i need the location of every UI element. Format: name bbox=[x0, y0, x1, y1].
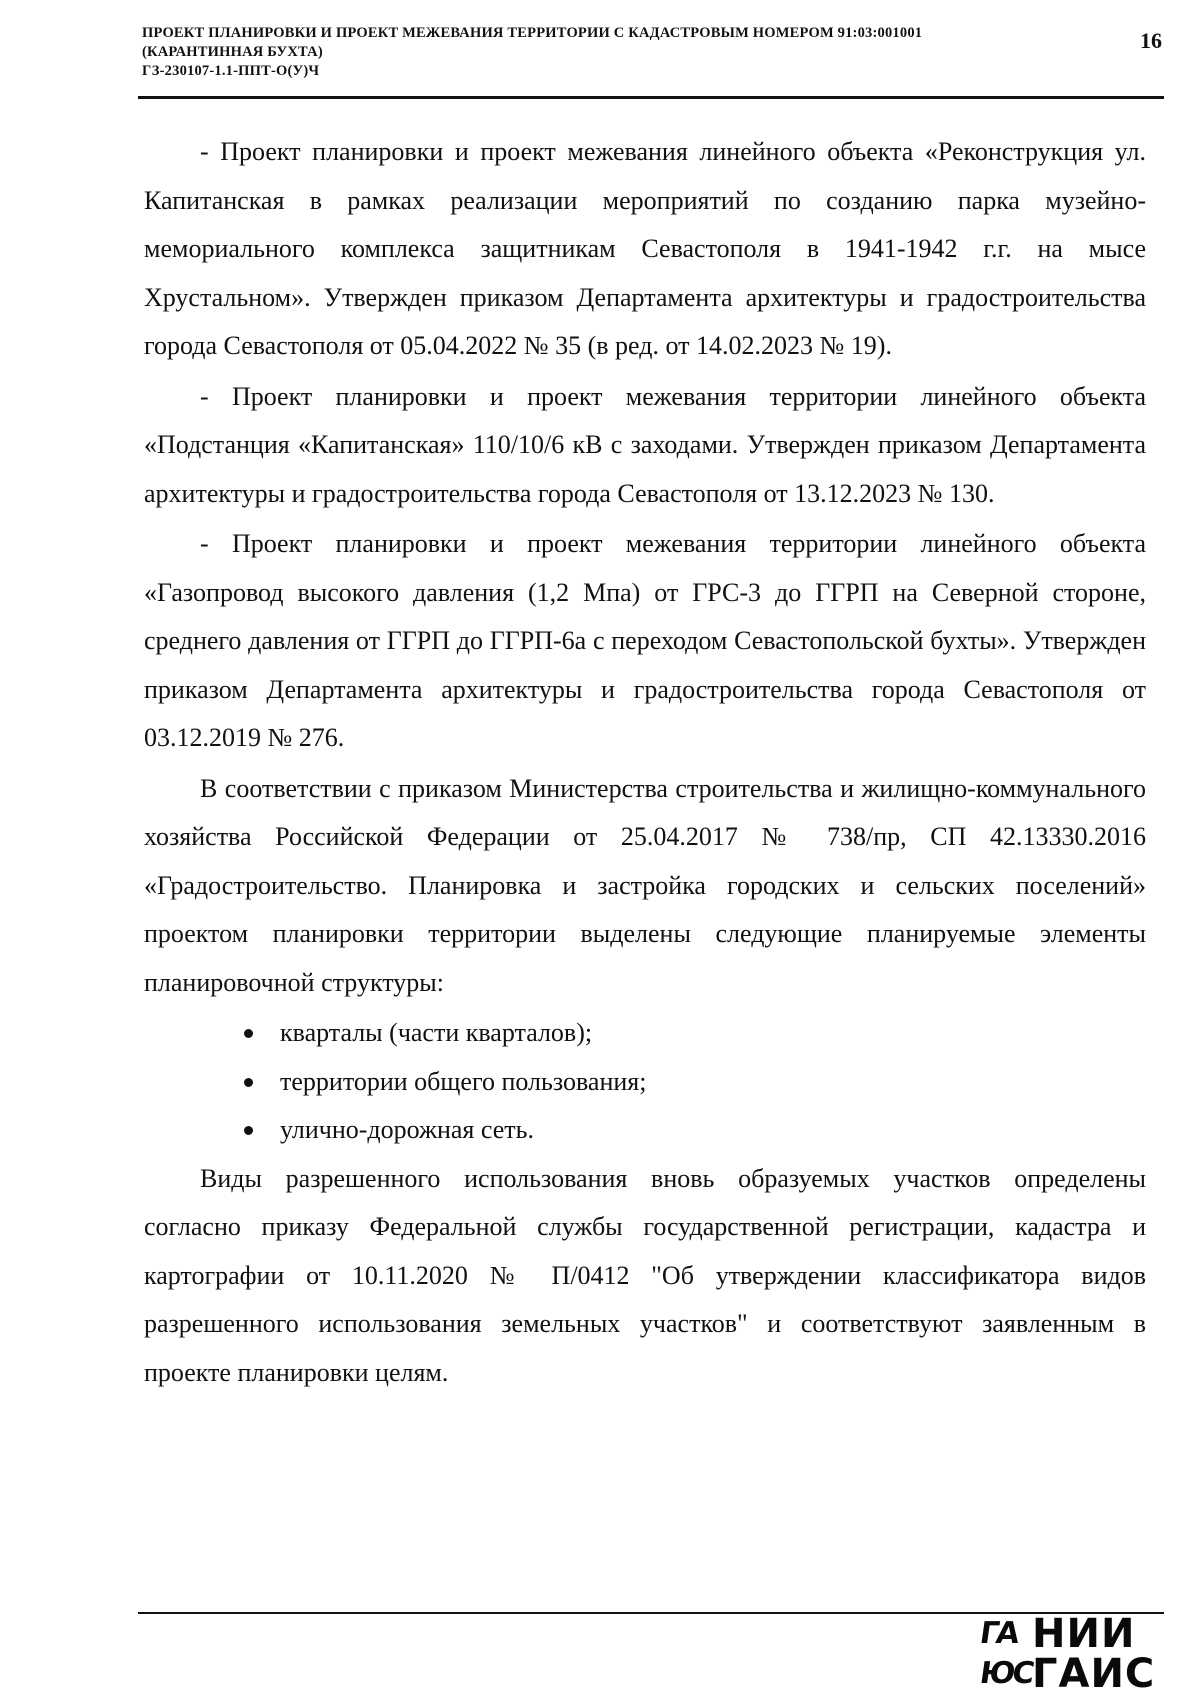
header-title-line1: ПРОЕКТ ПЛАНИРОВКИ И ПРОЕКТ МЕЖЕВАНИЯ ТЕРРИТОРИИ С КАДАСТРОВЫМ НОМЕРОМ 91:03:001001 bbox=[142, 25, 923, 41]
header-document-code: ГЗ-230107-1.1-ППТ-О(У)Ч bbox=[142, 63, 320, 79]
closing-paragraph: Виды разрешенного использования вновь образуемых участков определены согласно приказу Федеральной службы государственной регистрации, кадастра и картографии от 10.11.2020 № П/0412 "Об утверждении классификатора видов разрешенного использования земельных участков" и соответствуют заявленным в проекте планировки целям. bbox=[144, 1163, 1146, 1387]
list-item-text: улично-дорожная сеть. bbox=[280, 1115, 534, 1144]
list-item bbox=[244, 1058, 1146, 1107]
list-item-text: территории общего пользования; bbox=[280, 1066, 647, 1096]
company-logo bbox=[977, 1611, 1164, 1697]
list-item bbox=[244, 1009, 1146, 1058]
bullet-icon bbox=[244, 1078, 253, 1087]
bullet-icon bbox=[244, 1126, 253, 1135]
paragraph-4: В соответствии с приказом Министерства строительства и жилищно-коммунального хозяйства Российской Федерации от 25.04.2017 № 738/пр, СП 42.13330.2016 «Градостроительство. Планировка и застройка городских и сельских поселений» проектом планировки территории выделены следующие планируемые элементы планировочной структуры: bbox=[144, 773, 1146, 997]
bullet-list bbox=[144, 1009, 1146, 1155]
logo-word-bottom: ГАИС bbox=[1032, 1651, 1156, 1697]
paragraph-3: - Проект планировки и проект межевания территории линейного объекта «Газопровод высокого давления (1,2 Мпа) от ГРС-3 до ГГРП на Северной стороне, среднего давления от ГГРП до ГГРП-6а с переходом Севастопольской бухты». Утвержден приказом Департамента архитектуры и градостроительства города Севастополя от 03.12.2019 № 276. bbox=[144, 529, 1146, 752]
paragraph-2: - Проект планировки и проект межевания территории линейного объекта «Подстанция «Капитанская» 110/10/6 кВ с заходами. Утвержден приказом Департамента архитектуры и градостроительства города Севастополя от 13.12.2023 № 130. bbox=[144, 381, 1146, 508]
logo-word-top: НИИ bbox=[1032, 1611, 1136, 1657]
list-item bbox=[244, 1106, 1146, 1155]
logo-row-top bbox=[977, 1611, 1164, 1657]
document-body bbox=[144, 128, 1146, 1399]
header-title-line2: (КАРАНТИННАЯ БУХТА) bbox=[142, 44, 323, 60]
paragraph-1: - Проект планировки и проект межевания линейного объекта «Реконструкция ул. Капитанская в рамках реализации мероприятий по созданию парка музейно-мемориального комплекса защитникам Севастополя в 1941-1942 г.г. на мысе Хрустальном». Утвержден приказом Департамента архитектуры и градостроительства города Севастополя от 05.04.2022 № 35 (в ред. от 14.02.2023 № 19). bbox=[144, 137, 1146, 360]
logo-row-bottom bbox=[977, 1651, 1164, 1697]
page-number: 16 bbox=[1140, 28, 1162, 53]
page-header bbox=[142, 24, 1162, 81]
logo-mark-top: ГА bbox=[977, 1616, 1019, 1651]
header-divider bbox=[138, 96, 1164, 99]
bullet-icon bbox=[244, 1029, 253, 1038]
logo-mark-bottom: ЮС bbox=[977, 1656, 1034, 1691]
list-item-text: кварталы (части кварталов); bbox=[280, 1018, 593, 1047]
